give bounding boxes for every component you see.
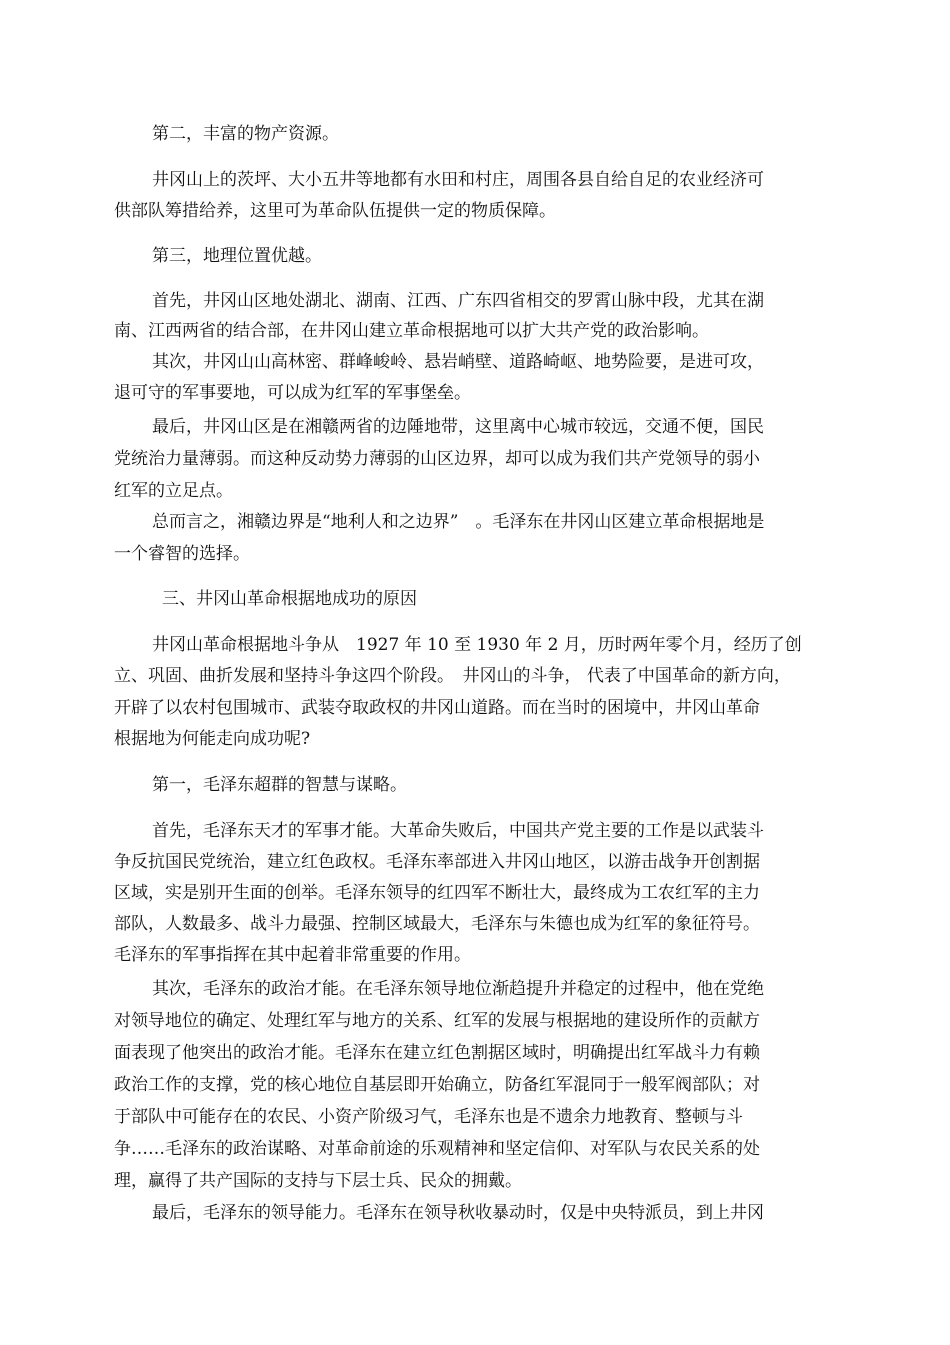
text-line: 区域，实是别开生面的创举。毛泽东领导的红四军不断壮大，最终成为工农红军的主力 [114, 883, 760, 903]
text-line: 对领导地位的确定、处理红军与地方的关系、红军的发展与根据地的建设所作的贡献方 [114, 1011, 760, 1031]
section-heading: 三、井冈山革命根据地成功的原因 [162, 589, 417, 609]
text-line: 争反抗国民党统治，建立红色政权。毛泽东率部进入井冈山地区，以游击战争开创割据 [114, 852, 760, 872]
text-line: 争……毛泽东的政治谋略、对革命前途的乐观精神和坚定信仰、对军队与农民关系的处 [114, 1139, 760, 1159]
text-line: 面表现了他突出的政治才能。毛泽东在建立红色割据区域时，明确提出红军战斗力有赖 [114, 1043, 760, 1063]
text-line: 最后，井冈山区是在湘赣两省的边陲地带，这里离中心城市较远，交通不便，国民 [152, 417, 764, 437]
text-line: 一个睿智的选择。 [114, 544, 250, 564]
text-line: 于部队中可能存在的农民、小资产阶级习气，毛泽东也是不遗余力地教育、整顿与斗 [114, 1107, 743, 1127]
text-line: 总而言之，湘赣边界是“地利人和之边界” 。毛泽东在井冈山区建立革命根据地是 [152, 512, 765, 532]
text-line: 井冈山革命根据地斗争从 1927 年 10 至 1930 年 2 月，历时两年零个月，经历了创 [152, 635, 802, 655]
paragraph-heading: 第三，地理位置优越。 [152, 246, 322, 266]
text-line: 井冈山上的茨坪、大小五井等地都有水田和村庄，周围各县自给自足的农业经济可 [152, 170, 764, 190]
text-line: 政治工作的支撑，党的核心地位自基层即开始确立，防备红军混同于一般军阀部队；对 [114, 1075, 760, 1095]
text-line: 红军的立足点。 [114, 481, 233, 501]
paragraph-heading: 第一，毛泽东超群的智慧与谋略。 [152, 775, 407, 795]
text-line: 其次，井冈山山高林密、群峰峻岭、悬岩峭壁、道路崎岖、地势险要，是进可攻， [152, 352, 764, 372]
text-line: 根据地为何能走向成功呢? [114, 729, 311, 749]
paragraph-heading: 第二，丰富的物产资源。 [152, 124, 339, 144]
text-line: 党统治力量薄弱。而这种反动势力薄弱的山区边界，却可以成为我们共产党领导的弱小 [114, 449, 760, 469]
text-line: 首先，井冈山区地处湖北、湖南、江西、广东四省相交的罗霄山脉中段，尤其在湖 [152, 291, 764, 311]
text-line: 南、江西两省的结合部，在井冈山建立革命根据地可以扩大共产党的政治影响。 [114, 321, 709, 341]
text-line: 毛泽东的军事指挥在其中起着非常重要的作用。 [114, 945, 471, 965]
text-line: 开辟了以农村包围城市、武装夺取政权的井冈山道路。而在当时的困境中，井冈山革命 [114, 698, 760, 718]
text-line: 其次，毛泽东的政治才能。在毛泽东领导地位渐趋提升并稳定的过程中，他在党绝 [152, 979, 764, 999]
text-line: 理，赢得了共产国际的支持与下层士兵、民众的拥戴。 [114, 1171, 522, 1191]
text-line: 立、巩固、曲折发展和坚持斗争这四个阶段。 井冈山的斗争， 代表了中国革命的新方向， [114, 666, 791, 686]
text-line: 最后，毛泽东的领导能力。毛泽东在领导秋收暴动时，仅是中央特派员，到上井冈 [152, 1203, 764, 1223]
text-line: 退可守的军事要地，可以成为红军的军事堡垒。 [114, 383, 471, 403]
text-line: 部队，人数最多、战斗力最强、控制区域最大，毛泽东与朱德也成为红军的象征符号。 [114, 914, 760, 934]
text-line: 首先，毛泽东天才的军事才能。大革命失败后，中国共产党主要的工作是以武装斗 [152, 821, 764, 841]
text-line: 供部队筹措给养，这里可为革命队伍提供一定的物质保障。 [114, 201, 556, 221]
